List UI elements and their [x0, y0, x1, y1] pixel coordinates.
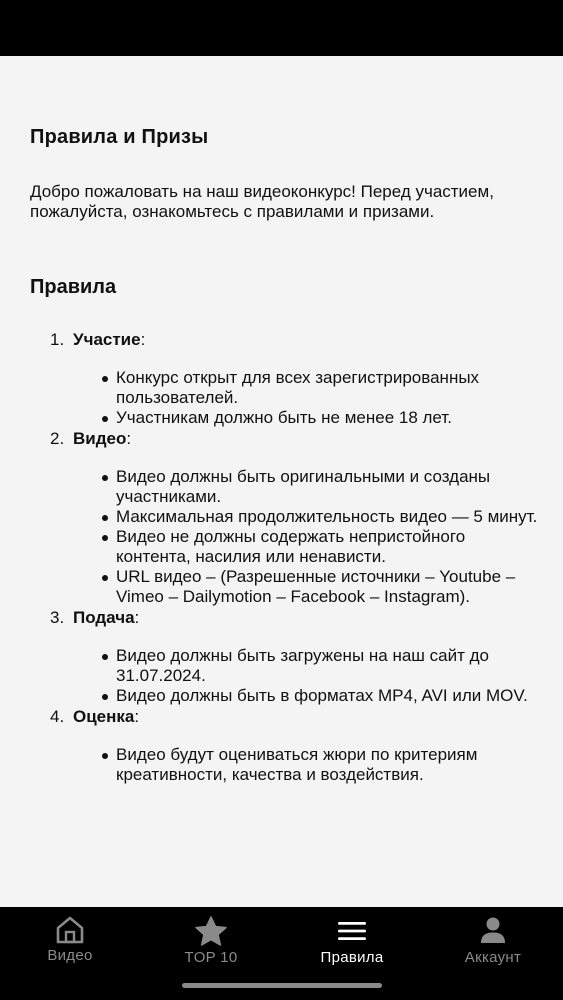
- rule-colon: :: [134, 707, 140, 726]
- rule-number: 4.: [50, 707, 65, 726]
- rule-bullet: Видео не должны содержать непристойного контента, насилия или ненависти.: [102, 527, 540, 567]
- rule-bullets: [102, 368, 540, 428]
- rule-number: 1.: [50, 330, 65, 349]
- rule-number: 3.: [50, 608, 65, 627]
- tab-account[interactable]: [423, 907, 563, 977]
- rule-item: [50, 330, 540, 428]
- rule-bullet: Видео должны быть в форматах MP4, AVI или MOV.: [102, 686, 540, 706]
- rule-colon: :: [140, 330, 146, 349]
- rule-item: [50, 429, 540, 607]
- home-indicator[interactable]: [182, 983, 382, 988]
- home-icon: [54, 915, 86, 945]
- tab-video[interactable]: [0, 907, 140, 977]
- rule-bullets: [102, 646, 540, 706]
- star-icon: [194, 915, 228, 947]
- rules-list: [50, 330, 540, 785]
- rule-bullet: Максимальная продолжительность видео — 5 минут.: [102, 507, 540, 527]
- rule-bullet: Участникам должно быть не менее 18 лет.: [102, 408, 540, 428]
- rule-bullet: URL видео – (Разрешенные источники – Youtube – Vimeo – Dailymotion – Facebook – Instagram).: [102, 567, 540, 607]
- user-icon: [477, 915, 509, 947]
- tab-top10[interactable]: [141, 907, 281, 977]
- tab-label: TOP 10: [184, 949, 238, 966]
- rule-bullet: Конкурс открыт для всех зарегистрированных пользователей.: [102, 368, 540, 408]
- tab-label: Аккаунт: [464, 949, 522, 966]
- rule-label: Подача: [73, 608, 135, 627]
- rule-colon: :: [126, 429, 132, 448]
- tab-label: Правила: [320, 949, 384, 966]
- tab-rules[interactable]: [282, 907, 422, 977]
- status-bar: [0, 0, 563, 56]
- page-title: Правила и Призы: [30, 126, 209, 148]
- rules-content[interactable]: [0, 56, 563, 907]
- intro-text: Добро пожаловать на наш видеоконкурс! Перед участием, пожалуйста, ознакомьтесь с правилами и призами.: [30, 182, 494, 221]
- rule-bullet: Видео будут оцениваться жюри по критериям креативности, качества и воздействия.: [102, 745, 540, 785]
- tab-label: Видео: [47, 947, 93, 964]
- rule-bullet: Видео должны быть загружены на наш сайт до 31.07.2024.: [102, 646, 540, 686]
- rule-bullet: Видео должны быть оригинальными и созданы участниками.: [102, 467, 540, 507]
- rule-bullets: [102, 467, 540, 607]
- rule-item: [50, 707, 540, 785]
- rule-label: Видео: [73, 429, 127, 448]
- rule-item: [50, 608, 540, 706]
- rule-label: Участие: [73, 330, 141, 349]
- rule-bullets: [102, 745, 540, 785]
- rule-label: Оценка: [73, 707, 135, 726]
- rule-number: 2.: [50, 429, 65, 448]
- menu-icon: [335, 915, 369, 947]
- rule-colon: :: [134, 608, 140, 627]
- section-title-rules: Правила: [30, 276, 117, 298]
